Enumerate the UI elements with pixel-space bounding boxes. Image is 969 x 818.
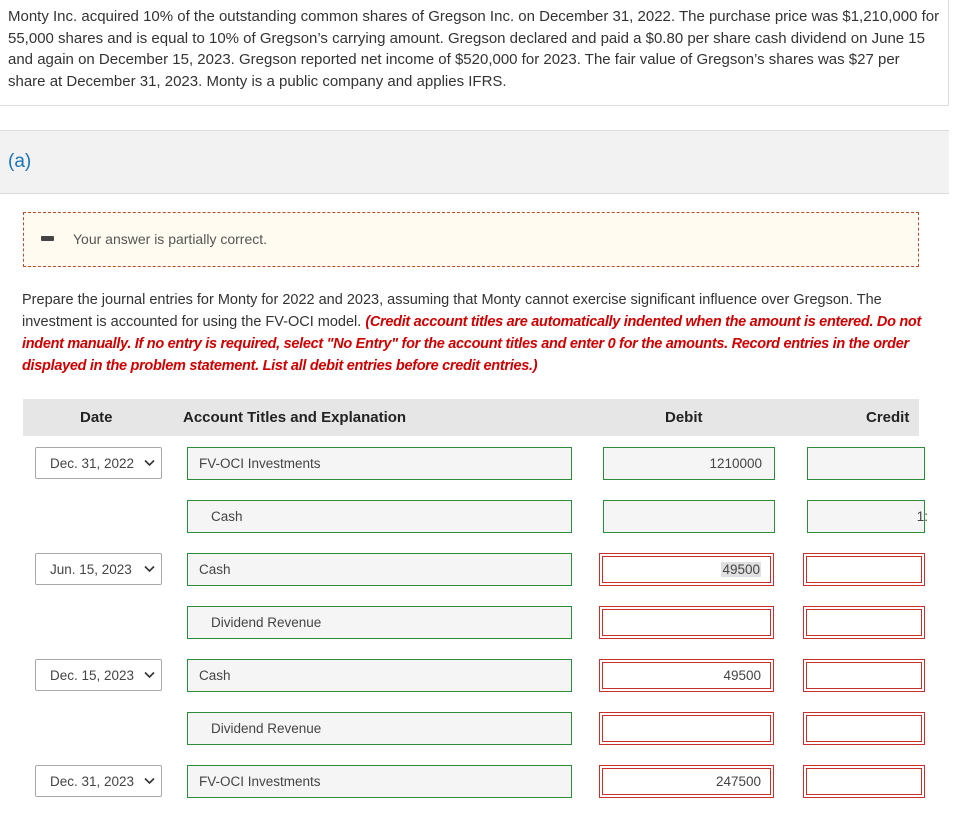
instructions-emphasis: (Credit account titles are automatically indented when the amount is entered. Do not indent manually. If no entry is required, select "No Entry" for the account titles and enter 0 for the amounts. Record entries in the order displayed in the problem statement. List all debit entries before credit entries.) xyxy=(22,314,922,374)
account-title-value: Cash xyxy=(199,668,231,683)
credit-amount-field[interactable] xyxy=(803,712,925,745)
credit-amount-field[interactable] xyxy=(803,659,925,692)
date-select[interactable] xyxy=(35,765,162,797)
credit-amount-field[interactable] xyxy=(803,606,925,639)
account-title-value: Cash xyxy=(211,509,243,524)
part-label: (a) xyxy=(8,151,32,172)
account-title-field[interactable] xyxy=(187,606,572,639)
date-value: Dec. 15, 2023 xyxy=(50,668,135,683)
date-value: Jun. 15, 2023 xyxy=(50,562,132,577)
debit-amount-field[interactable] xyxy=(599,659,774,692)
header-date: Date xyxy=(80,409,113,426)
account-title-value: FV-OCI Investments xyxy=(199,456,321,471)
credit-amount-field[interactable] xyxy=(803,553,925,586)
debit-amount-value: 1210000 xyxy=(709,456,762,471)
feedback-box xyxy=(23,212,919,267)
problem-text: Monty Inc. acquired 10% of the outstanding common shares of Gregson Inc. on December 31, 2022. The purchase price was $1,210,000 for 55,000 shares and is equal to 10% of Gregson’s carrying amount. Gregson declared and paid a $0.80 per share cash dividend on June 15 and again on December 15, 2023. Gregson reported net income of $520,000 for 2023. The fair value of Gregson’s shares was $27 per share at December 31, 2023. Monty is a public company and applies IFRS. xyxy=(8,8,940,90)
debit-amount-value: 247500 xyxy=(715,774,761,789)
account-title-field[interactable] xyxy=(187,712,572,745)
credit-amount-field[interactable] xyxy=(807,500,928,533)
instructions-text: Prepare the journal entries for Monty for 2022 and 2023, assuming that Monty cannot exercise significant influence over Gregson. The investment is accounted for using the FV-OCI model. xyxy=(22,292,882,330)
date-value: Dec. 31, 2023 xyxy=(50,774,135,789)
date-select[interactable] xyxy=(35,659,162,691)
credit-amount-field[interactable] xyxy=(807,447,925,480)
chevron-down-icon xyxy=(144,671,155,679)
instructions xyxy=(22,289,927,377)
problem-statement-box xyxy=(0,0,949,106)
debit-amount-value: 49500 xyxy=(723,668,761,683)
account-title-field[interactable] xyxy=(187,765,572,798)
header-credit: Credit xyxy=(866,409,910,426)
account-title-value: Dividend Revenue xyxy=(211,615,322,630)
debit-amount-field[interactable] xyxy=(599,712,774,745)
debit-amount-value: 49500 xyxy=(722,562,760,577)
date-select[interactable] xyxy=(35,553,162,585)
header-debit: Debit xyxy=(665,409,703,426)
chevron-down-icon xyxy=(144,459,155,467)
debit-amount-field[interactable] xyxy=(599,765,774,798)
account-title-field[interactable] xyxy=(187,553,572,586)
debit-amount-field[interactable] xyxy=(603,500,775,533)
header-account: Account Titles and Explanation xyxy=(183,409,407,426)
account-title-value: Cash xyxy=(199,562,231,577)
chevron-down-icon xyxy=(144,777,155,785)
account-title-field[interactable] xyxy=(187,447,572,480)
debit-amount-field[interactable] xyxy=(599,606,774,639)
chevron-down-icon xyxy=(144,565,155,573)
account-title-value: FV-OCI Investments xyxy=(199,774,321,789)
account-title-value: Dividend Revenue xyxy=(211,721,322,736)
date-value: Dec. 31, 2022 xyxy=(50,456,135,471)
journal-table-header xyxy=(23,399,919,436)
account-title-field[interactable] xyxy=(187,659,572,692)
account-title-field[interactable] xyxy=(187,500,572,533)
date-select[interactable] xyxy=(35,447,162,479)
debit-amount-field[interactable] xyxy=(599,553,774,586)
feedback-text: Your answer is partially correct. xyxy=(73,231,268,247)
credit-amount-field[interactable] xyxy=(803,765,925,798)
debit-amount-field[interactable] xyxy=(603,447,775,480)
part-header xyxy=(0,130,949,194)
partial-correct-dash-icon xyxy=(41,236,54,241)
credit-amount-value: 1: xyxy=(916,509,928,524)
